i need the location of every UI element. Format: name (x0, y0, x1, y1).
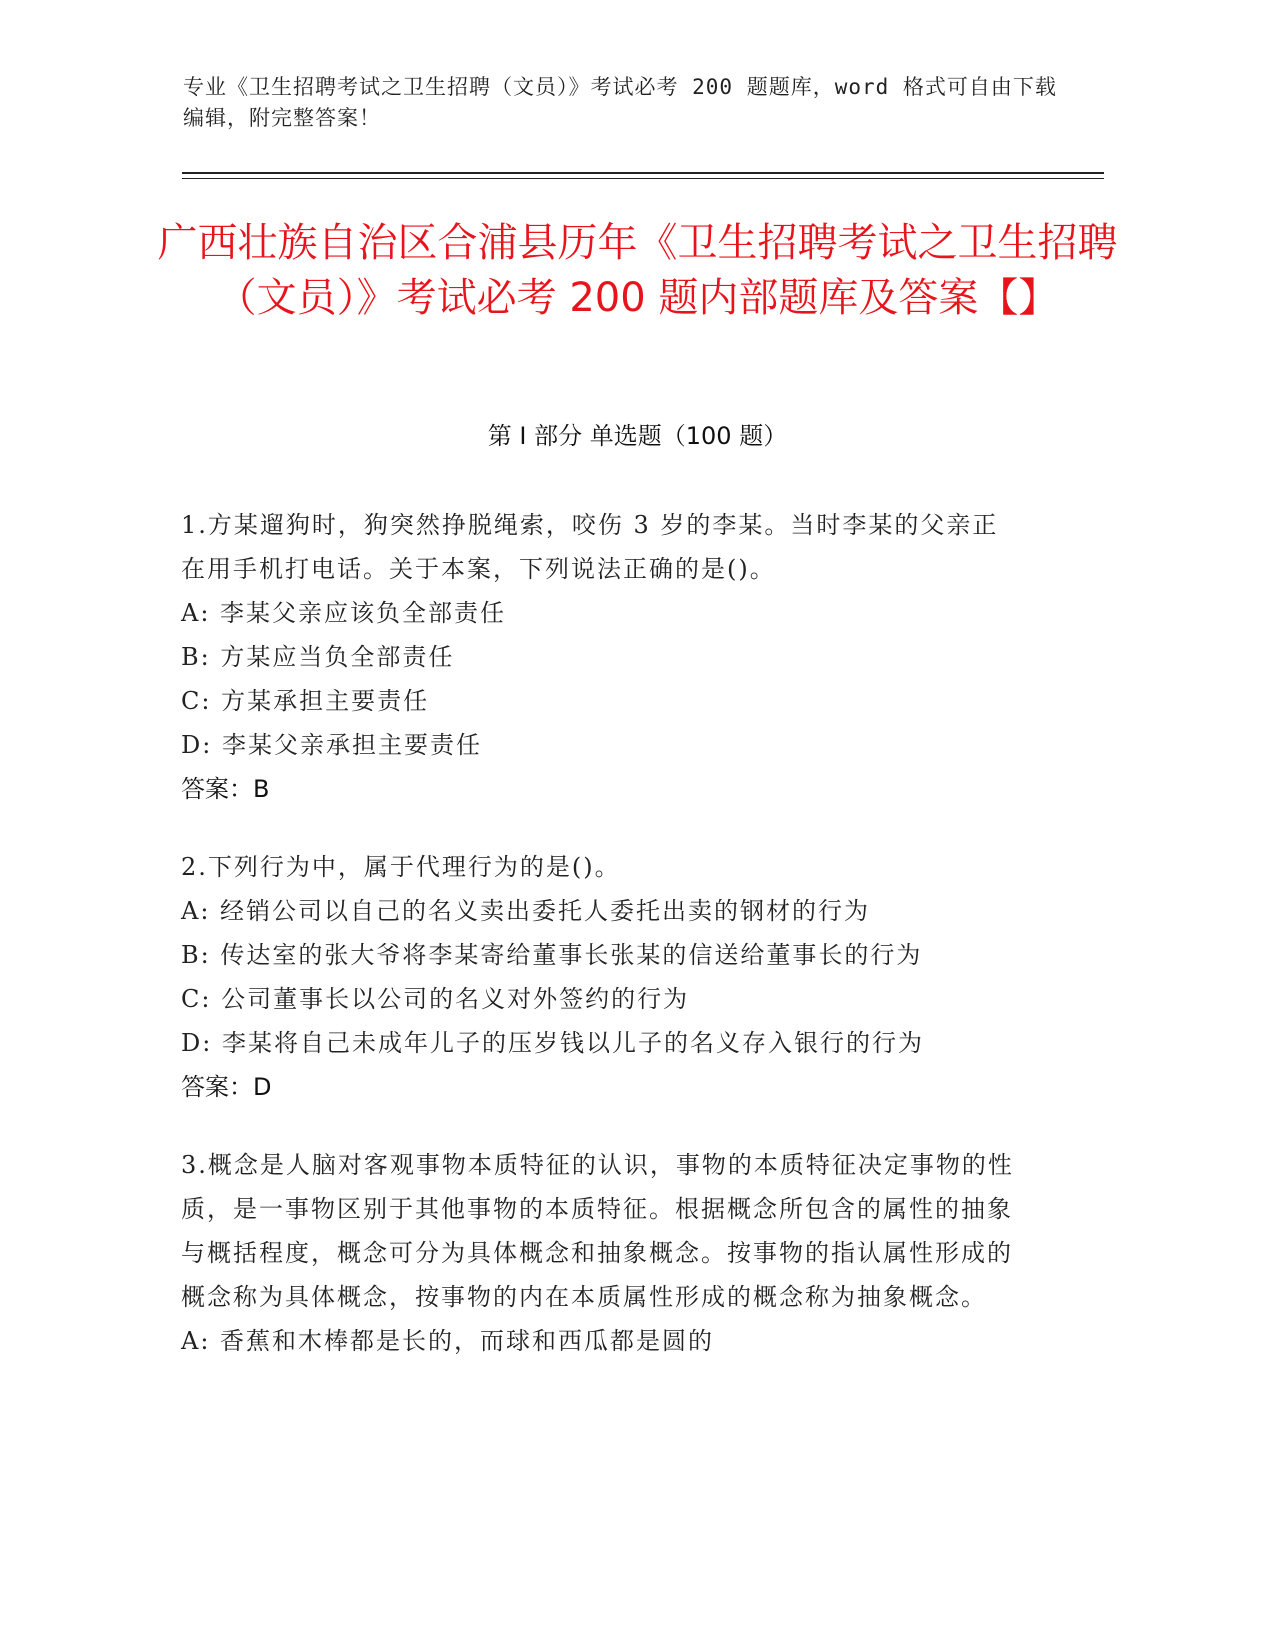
answer: 答案：D (181, 1073, 272, 1101)
option-a: A: 香蕉和木棒都是长的，而球和西瓜都是圆的 (181, 1327, 715, 1355)
header-divider-thin (182, 178, 1104, 179)
option-c: C: 公司董事长以公司的名义对外签约的行为 (181, 985, 690, 1013)
document-title: 广西壮族自治区合浦县历年《卫生招聘考试之卫生招聘（文员）》考试必考 200 题内部题库及答案【】 (157, 220, 1118, 321)
option-d: D: 李某父亲承担主要责任 (181, 731, 482, 759)
header-note: 专业《卫生招聘考试之卫生招聘（文员）》考试必考 200 题题库，word 格式可自由下载编辑，附完整答案！ (183, 75, 1057, 130)
option-b: B: 方某应当负全部责任 (181, 643, 455, 671)
option-a: A: 经销公司以自己的名义卖出委托人委托出卖的钢材的行为 (181, 897, 871, 925)
question-text: 2.下列行为中，属于代理行为的是()。 (181, 853, 621, 881)
option-b: B: 传达室的张大爷将李某寄给董事长张某的信送给董事长的行为 (181, 941, 923, 969)
question-1 (181, 503, 1021, 811)
question-3 (181, 1143, 1021, 1363)
answer: 答案：B (181, 775, 270, 803)
option-d: D: 李某将自己未成年儿子的压岁钱以儿子的名义存入银行的行为 (181, 1029, 924, 1057)
question-2 (181, 845, 1021, 1109)
question-text: 1.方某遛狗时，狗突然挣脱绳索，咬伤 3 岁的李某。当时李某的父亲正在用手机打电话。关于本案，下列说法正确的是()。 (181, 511, 999, 583)
question-list (181, 503, 1021, 1397)
question-text: 3.概念是人脑对客观事物本质特征的认识，事物的本质特征决定事物的性质，是一事物区别于其他事物的本质特征。根据概念所包含的属性的抽象与概括程度，概念可分为具体概念和抽象概念。按事物的指认属性形成的概念称为具体概念，按事物的内在本质属性形成的概念称为抽象概念。 (181, 1151, 1014, 1311)
header-divider-thick (182, 172, 1104, 174)
option-c: C: 方某承担主要责任 (181, 687, 430, 715)
section-title: 第 I 部分 单选题（100 题） (487, 422, 788, 450)
option-a: A: 李某父亲应该负全部责任 (181, 599, 507, 627)
